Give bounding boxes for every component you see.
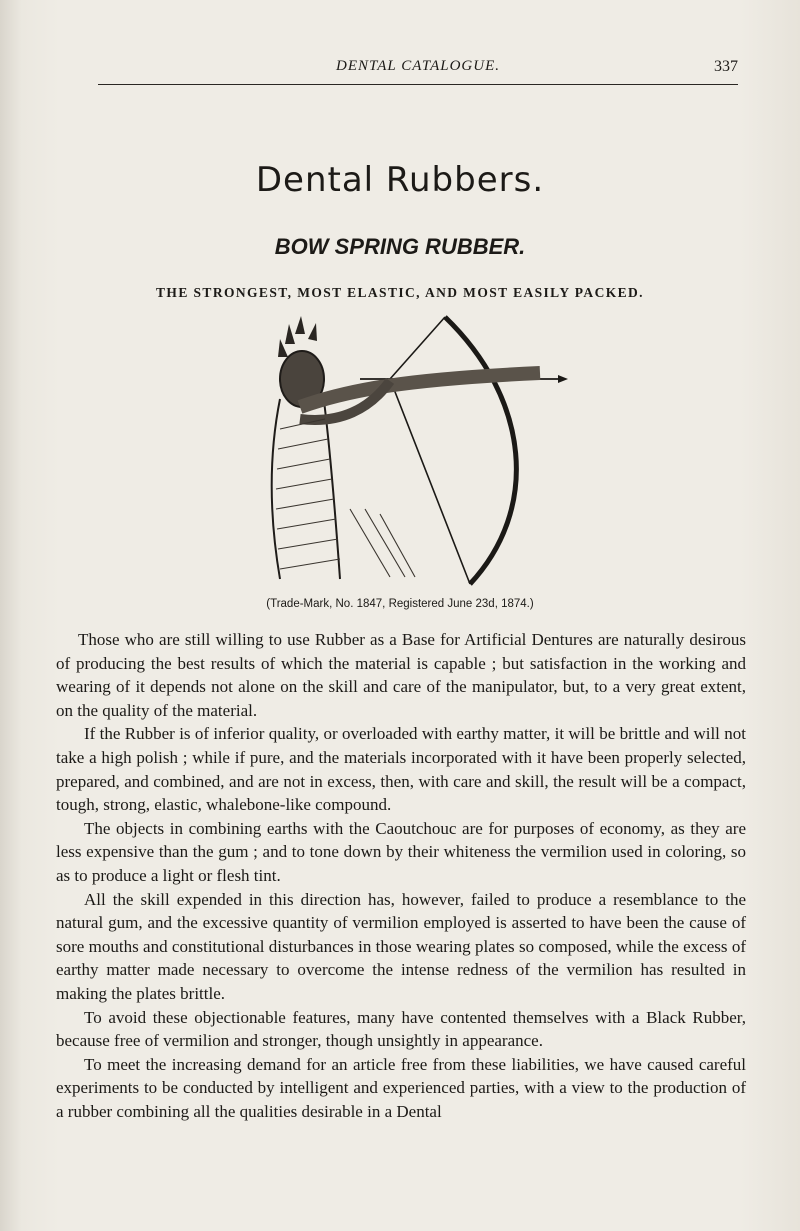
section-title: Dental Rubbers. (255, 160, 545, 200)
paragraph: Those who are still willing to use Rubber as a Base for Artificial Dentures are naturally desirous of producing the best results of which the material is capable ; but satisfaction in the working and wearing of it depends not alone on the skill and care of the manipulator, but, to a very great extent, on the quality of the material. (56, 630, 746, 720)
bow-icon (445, 317, 516, 584)
figure-caption: (Trade-Mark, No. 1847, Registered June 23d, 1874.) (266, 598, 534, 610)
running-title: DENTAL CATALOGUE. (336, 58, 500, 74)
paragraph: To meet the increasing demand for an article free from these liabilities, we have caused careful experiments to be conducted by intelligent and experienced parties, with a view to the production of a rubber combining all the qualities desirable in a Dental (56, 1054, 746, 1121)
paragraph: To avoid these objectionable features, many have contented themselves with a Black Rubber, because free of vermilion and stronger, though unsightly in appearance. (56, 1007, 746, 1051)
product-tagline: THE STRONGEST, MOST ELASTIC, AND MOST EASILY PACKED. (156, 285, 644, 300)
paragraph: If the Rubber is of inferior quality, or overloaded with earthy matter, it will be brittle and will not take a high polish ; while if pure, and the materials incorporated with it have been properly selected, prepared, and combined, and are not in excess, then, with care and skill, the result will be a compact, tough, strong, elastic, whalebone-like compound. (56, 724, 746, 815)
page-header (98, 58, 738, 85)
page-number: 337 (714, 58, 738, 75)
paragraph: The objects in combining earths with the Caoutchouc are for purposes of economy, as they are less expensive than the gum ; and to tone down by their whiteness the vermilion used in coloring, so as to produce a light or flesh tint. (56, 818, 746, 885)
bowstring-line (390, 317, 445, 379)
paragraph: All the skill expended in this direction has, however, failed to produce a resemblance to the natural gum, and the excessive quantity of vermilion employed is asserted to have been the cause of sore mouths and constitutional disturbances in those wearing plates so composed, while the excess of earthy matter made necessary to overcome the intense redness of the vermilion has resulted in making the plates brittle. (56, 889, 746, 1003)
product-subtitle: BOW SPRING RUBBER. (274, 234, 526, 259)
archer-trademark-illustration (240, 309, 570, 589)
body-text (56, 628, 746, 1123)
